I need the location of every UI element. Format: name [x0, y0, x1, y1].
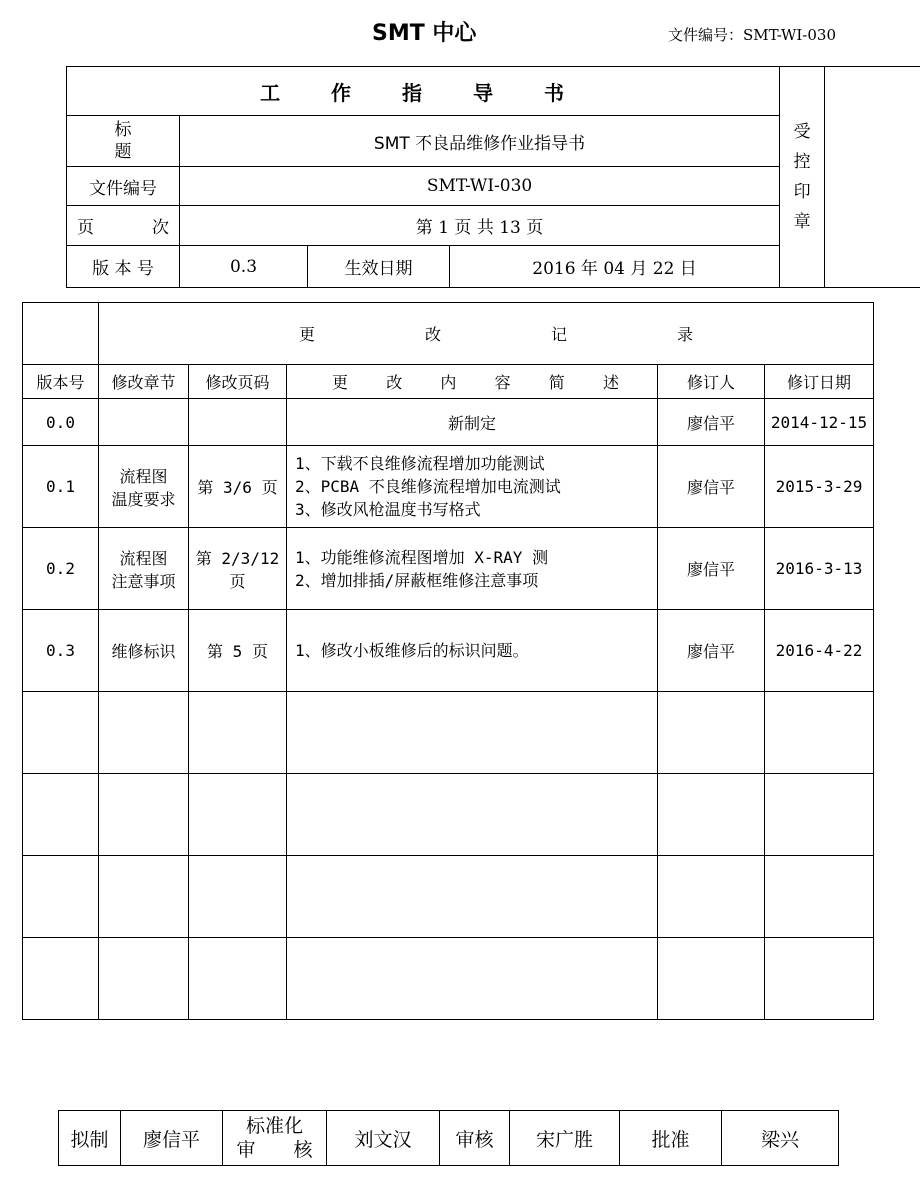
empty-cell [23, 692, 99, 774]
row-description [287, 446, 658, 528]
row-page: 第 5 页 [189, 610, 287, 692]
row-reviser: 廖信平 [658, 446, 765, 528]
empty-change-row [23, 774, 874, 856]
doc-number-label: 文件编号 [67, 167, 180, 206]
row-date: 2015-3-29 [765, 446, 874, 528]
col-reviser: 修订人 [658, 365, 765, 399]
empty-change-row [23, 856, 874, 938]
document-number-header: 文件编号：SMT-WI-030 [668, 26, 836, 44]
row-version: 0.3 [23, 610, 99, 692]
empty-cell [287, 692, 658, 774]
empty-cell [765, 692, 874, 774]
row-date: 2016-3-13 [765, 528, 874, 610]
empty-cell [658, 692, 765, 774]
change-row [23, 528, 874, 610]
row-page [189, 399, 287, 446]
standardization-by: 刘文汉 [327, 1111, 440, 1166]
empty-cell [189, 938, 287, 1020]
row-version: 0.0 [23, 399, 99, 446]
cell-line: 注意事项 [111, 571, 176, 591]
empty-cell [765, 774, 874, 856]
drafted-by: 廖信平 [121, 1111, 223, 1166]
signoff-table [58, 1110, 839, 1166]
desc-header-char: 容 [494, 373, 511, 392]
controlled-stamp-label [780, 67, 825, 288]
heading-char: 改 [425, 325, 442, 344]
cell-line: 2、PCBA 不良维修流程增加电流测试 [295, 477, 561, 496]
empty-cell [189, 692, 287, 774]
row-reviser: 廖信平 [658, 399, 765, 446]
empty-cell [23, 774, 99, 856]
cell-line: 3、修改风枪温度书写格式 [295, 500, 481, 519]
cell-line: 1、功能维修流程图增加 X-RAY 测 [295, 547, 549, 567]
empty-cell [189, 774, 287, 856]
stamp-char: 控 [793, 152, 811, 172]
change-row [23, 446, 874, 528]
cell-line: 1、下载不良维修流程增加功能测试 [295, 454, 545, 473]
row-version: 0.1 [23, 446, 99, 528]
desc-header-char: 更 [332, 373, 349, 392]
effective-date-value: 2016 年 04 月 22 日 [450, 246, 780, 288]
stamp-char: 印 [793, 182, 811, 202]
standardization-label: 标准化 审 核 [223, 1111, 327, 1166]
cell-line: 流程图 [119, 548, 168, 568]
col-description [287, 365, 658, 399]
desc-header-char: 内 [440, 373, 457, 392]
empty-cell [99, 692, 189, 774]
empty-cell [99, 774, 189, 856]
stamp-char: 章 [793, 212, 811, 232]
stamp-area [825, 67, 920, 288]
change-record-table [22, 302, 874, 1020]
col-date: 修订日期 [765, 365, 874, 399]
cell-line: 1、修改小板维修后的标识问题。 [295, 641, 529, 660]
heading-char: 记 [551, 325, 568, 344]
empty-change-row [23, 692, 874, 774]
subject-label: 标 题 [67, 116, 180, 167]
col-chapter: 修改章节 [99, 365, 189, 399]
drafted-label: 拟制 [59, 1111, 121, 1166]
reviewed-by: 宋广胜 [510, 1111, 620, 1166]
empty-change-row [23, 938, 874, 1020]
heading-blank-cell [23, 303, 99, 365]
cell-line: 流程图 [119, 466, 168, 486]
work-instruction-header [66, 66, 920, 288]
empty-cell [99, 938, 189, 1020]
doc-type-title: 工 作 指 导 书 [67, 67, 780, 116]
empty-cell [765, 856, 874, 938]
empty-cell [99, 856, 189, 938]
doc-number-value: SMT-WI-030 [180, 167, 780, 206]
row-chapter [99, 610, 189, 692]
approved-by: 梁兴 [722, 1111, 839, 1166]
desc-header-char: 述 [602, 373, 619, 392]
cell-line: 2、增加排插/屏蔽框维修注意事项 [295, 570, 539, 590]
subject-value: SMT 不良品维修作业指导书 [180, 116, 780, 167]
page-count-value: 第 1 页 共 13 页 [180, 206, 780, 246]
row-reviser: 廖信平 [658, 528, 765, 610]
empty-cell [658, 856, 765, 938]
page-label: 页 次 [67, 206, 180, 246]
version-label: 版 本 号 [67, 246, 180, 288]
stamp-char: 受 [793, 122, 811, 142]
row-date: 2014-12-15 [765, 399, 874, 446]
row-version: 0.2 [23, 528, 99, 610]
col-version: 版本号 [23, 365, 99, 399]
empty-cell [287, 938, 658, 1020]
empty-cell [189, 856, 287, 938]
row-page: 第 3/6 页 [189, 446, 287, 528]
change-record-heading [99, 303, 874, 365]
empty-cell [287, 774, 658, 856]
cell-line: 新制定 [447, 413, 496, 433]
row-date: 2016-4-22 [765, 610, 874, 692]
approve-label: 批准 [620, 1111, 722, 1166]
desc-header-char: 改 [386, 373, 403, 392]
row-description [287, 610, 658, 692]
empty-cell [658, 938, 765, 1020]
heading-char: 更 [299, 325, 316, 344]
empty-cell [23, 856, 99, 938]
col-page: 修改页码 [189, 365, 287, 399]
change-row [23, 610, 874, 692]
empty-cell [23, 938, 99, 1020]
row-description [287, 528, 658, 610]
empty-cell [287, 856, 658, 938]
row-chapter [99, 528, 189, 610]
row-chapter [99, 399, 189, 446]
empty-cell [658, 774, 765, 856]
row-page: 第 2/3/12 页 [189, 528, 287, 610]
desc-header-char: 简 [548, 373, 565, 392]
review-label: 审核 [440, 1111, 510, 1166]
cell-line: 温度要求 [111, 489, 176, 509]
version-value: 0.3 [180, 246, 308, 288]
row-description [287, 399, 658, 446]
cell-line: 维修标识 [111, 642, 176, 661]
company-title: SMT 中心 [372, 21, 477, 46]
row-reviser: 廖信平 [658, 610, 765, 692]
change-row [23, 399, 874, 446]
effective-date-label: 生效日期 [308, 246, 450, 288]
row-chapter [99, 446, 189, 528]
empty-cell [765, 938, 874, 1020]
heading-char: 录 [677, 325, 694, 344]
